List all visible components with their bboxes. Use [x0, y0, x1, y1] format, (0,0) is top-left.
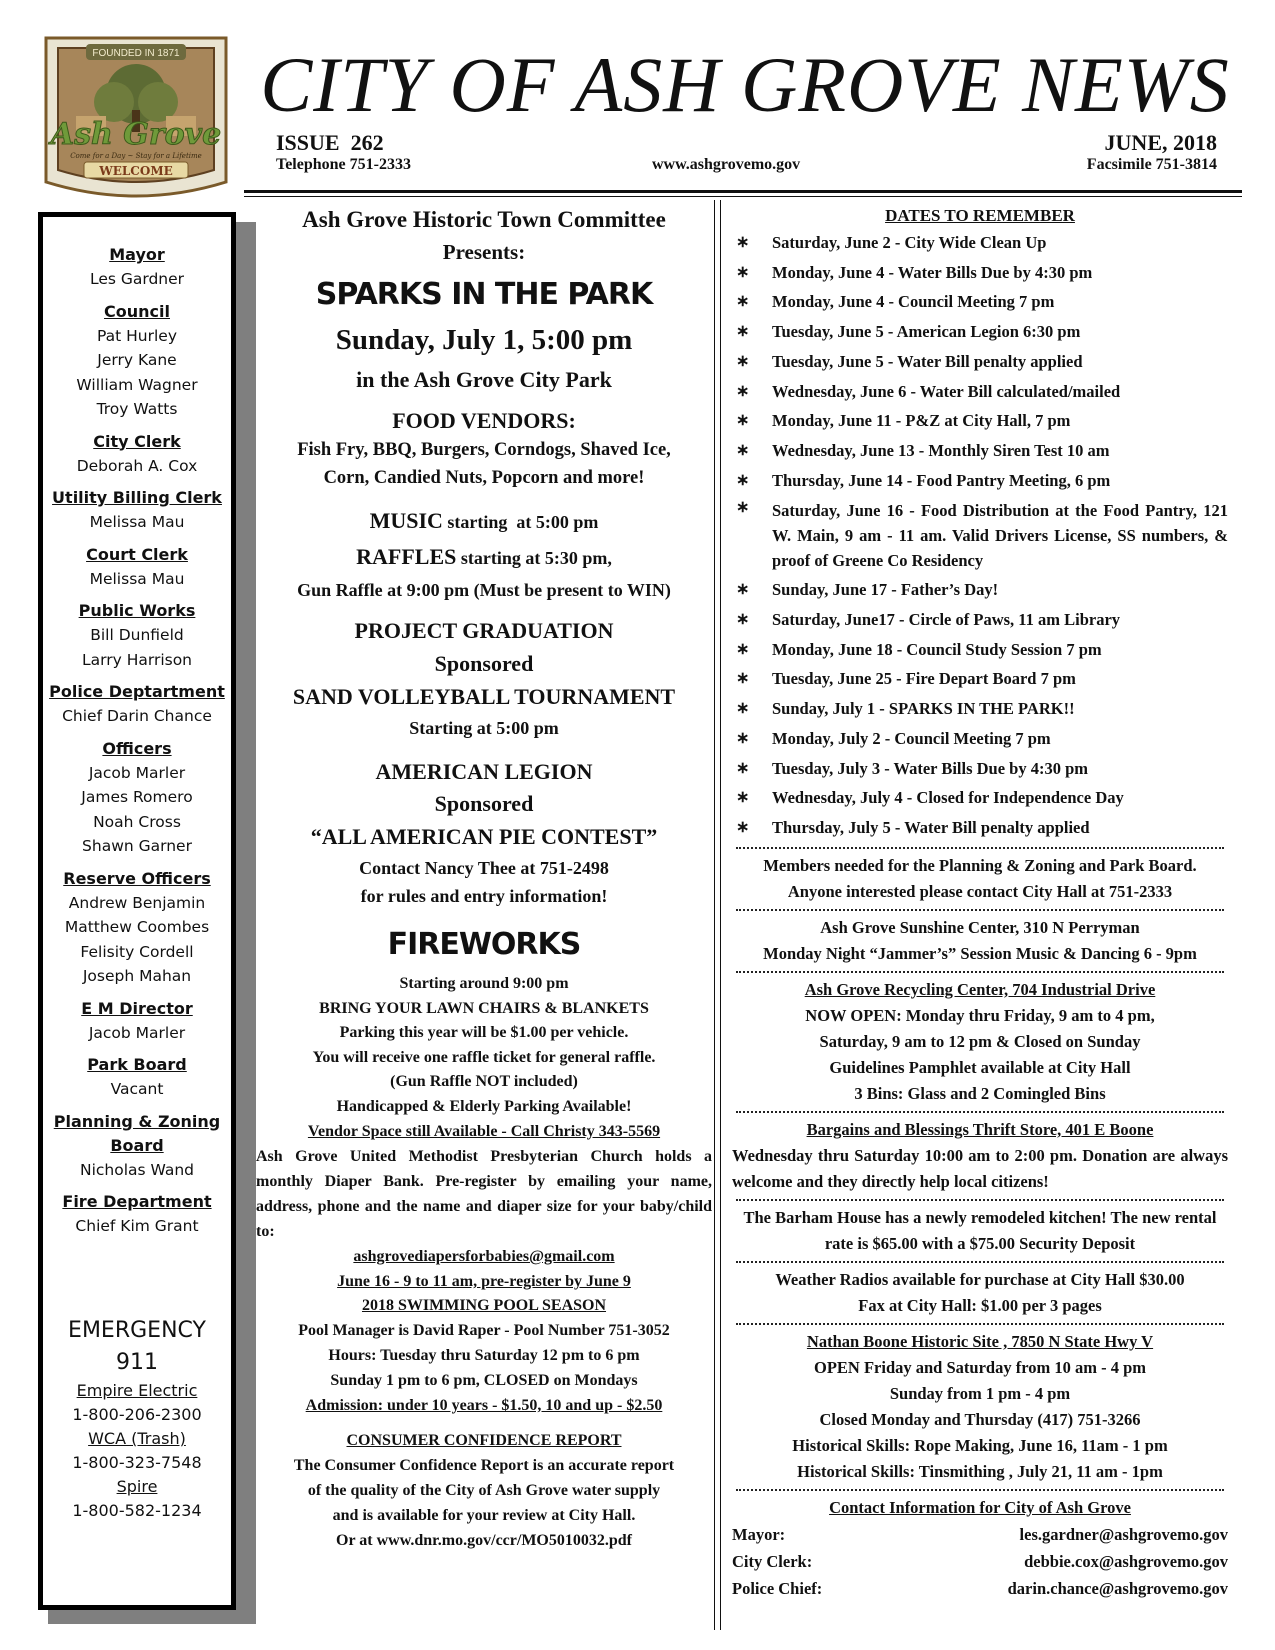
food-line: Corn, Candied Nuts, Popcorn and more! [323, 468, 645, 488]
boone-line: Closed Monday and Thursday (417) 751-3266 [819, 1409, 1141, 1429]
diaper-bank-text: Ash Grove United Methodist Presbyterian Church holds a monthly Diaper Bank. Pre-register by emailing your name, address, phone and the name and diaper size for your baby/child to: [256, 1148, 712, 1240]
official-title: E M Director [81, 998, 193, 1018]
date-text: Sunday, July 1 - SPARKS IN THE PARK!! [772, 699, 1075, 719]
official-name: Nicholas Wand [79, 1160, 195, 1179]
official-group [43, 300, 231, 422]
contact-role: Mayor: [732, 1524, 786, 1544]
volleyball-title: SAND VOLLEYBALL TOURNAMENT [292, 684, 676, 709]
fireworks-line: Starting around 9:00 pm [399, 975, 569, 992]
utility-phone: 1-800-582-1234 [72, 1501, 202, 1520]
official-name: Felisity Cordell [80, 942, 194, 961]
bullet-icon: ∗ [736, 789, 750, 807]
date-item [732, 754, 1228, 784]
official-name: Melissa Mau [89, 513, 185, 531]
pool-line: Sunday 1 pm to 6 pm, CLOSED on Mondays [330, 1372, 638, 1389]
official-group [43, 599, 231, 672]
emergency-label: EMERGENCY [68, 1318, 206, 1343]
date-item [732, 287, 1228, 317]
thrift-text: Wednesday thru Saturday 10:00 am to 2:00 pm. Donation are always welcome and they directly help local citizens! [732, 1145, 1228, 1191]
utility-name: Spire [116, 1477, 158, 1496]
bullet-icon: ∗ [736, 581, 750, 599]
recycling-line: NOW OPEN: Monday thru Friday, 9 am to 4 pm, [805, 1005, 1155, 1025]
middle-column [256, 204, 712, 1553]
recycling-line: Guidelines Pamphlet available at City Hall [829, 1057, 1131, 1077]
date-text: Wednesday, June 13 - Monthly Siren Test 10 am [772, 440, 1110, 460]
official-name: Bill Dunfield [90, 626, 184, 644]
official-title: Park Board [87, 1055, 187, 1074]
dates-list [732, 228, 1228, 843]
ccr-line: Or at www.dnr.mo.gov/ccr/MO5010032.pdf [336, 1532, 632, 1549]
official-name: Matthew Coombes [64, 918, 210, 936]
official-name: Les Gardner [89, 270, 185, 288]
pie-contest-title: “ALL AMERICAN PIE CONTEST” [310, 824, 658, 849]
fireworks-line: Parking this year will be $1.00 per vehicle. [339, 1024, 629, 1041]
fireworks-details [256, 972, 712, 1119]
date-item [732, 664, 1228, 694]
sunshine-center: Ash Grove Sunshine Center, 310 N Perryman [820, 917, 1140, 937]
date-text: Wednesday, July 4 - Closed for Independence Day [772, 788, 1124, 808]
bullet-icon: ∗ [736, 818, 750, 836]
issue-date: JUNE, 2018 [1104, 130, 1217, 155]
recycling-line: 3 Bins: Glass and 2 Comingled Bins [854, 1083, 1106, 1103]
dotted-separator [736, 1261, 1224, 1263]
bullet-icon: ∗ [736, 352, 750, 370]
official-group [43, 680, 231, 729]
bullet-icon: ∗ [736, 382, 750, 400]
date-text: Monday, June 4 - Water Bills Due by 4:30 pm [772, 262, 1093, 282]
utility-contacts [43, 1379, 231, 1523]
official-group [43, 1190, 231, 1239]
official-title: Court Clerk [86, 544, 188, 564]
official-name: Jacob Marler [88, 763, 186, 782]
sunshine-session: Monday Night “Jammer’s” Session Music & Dancing 6 - 9pm [763, 943, 1197, 963]
pool-title: 2018 SWIMMING POOL SEASON [361, 1297, 607, 1314]
date-item [732, 347, 1228, 377]
date-text: Saturday, June17 - Circle of Paws, 11 am Library [772, 610, 1121, 630]
official-title: Planning & Zoning Board [53, 1111, 221, 1155]
official-name: Shawn Garner [82, 837, 192, 855]
dotted-separator [736, 1323, 1224, 1325]
barham-house: The Barham House has a newly remodeled kitchen! The new rental rate is $65.00 with a $75.00 Security Deposit [743, 1207, 1217, 1253]
issue-number: ISSUE 262 [276, 130, 384, 155]
event-title: SPARKS IN THE PARK [315, 277, 653, 312]
date-item [732, 406, 1228, 436]
bullet-icon: ∗ [736, 234, 750, 251]
bullet-icon: ∗ [736, 670, 750, 688]
column-divider [720, 200, 721, 1630]
date-item [732, 495, 1228, 575]
official-group [43, 543, 231, 592]
bullet-icon: ∗ [736, 471, 750, 489]
weather-radios: Weather Radios available for purchase at City Hall $30.00 [775, 1269, 1185, 1289]
right-column [732, 204, 1228, 1602]
date-item [732, 783, 1228, 813]
official-name: Pat Hurley [96, 326, 178, 345]
official-name: Larry Harrison [81, 650, 193, 669]
dotted-separator [736, 1489, 1224, 1491]
official-name: Jacob Marler [88, 1023, 186, 1042]
date-item [732, 377, 1228, 407]
date-text: Monday, July 2 - Council Meeting 7 pm [772, 728, 1051, 748]
official-group [43, 430, 231, 479]
contact-row [732, 1575, 1228, 1602]
bullet-icon: ∗ [736, 499, 750, 517]
volleyball-time: Starting at 5:00 pm [409, 718, 559, 738]
fireworks-line: Handicapped & Elderly Parking Available! [336, 1097, 632, 1115]
telephone: Telephone 751-2333 [276, 156, 411, 173]
official-title: Utility Billing Clerk [52, 488, 222, 507]
music-line [256, 504, 712, 541]
members-needed: Members needed for the Planning & Zoning and Park Board. [763, 855, 1197, 875]
fax-price: Fax at City Hall: $1.00 per 3 pages [858, 1295, 1102, 1315]
event-location: in the Ash Grove City Park [356, 367, 612, 392]
contact-row [732, 1548, 1228, 1575]
website-link[interactable]: www.ashgrovemo.gov [652, 156, 801, 173]
fireworks-line: You will receive one raffle ticket for general raffle. [312, 1048, 656, 1066]
official-name: Noah Cross [93, 812, 181, 831]
official-group [43, 997, 231, 1046]
date-item [732, 575, 1228, 605]
gun-raffle: Gun Raffle at 9:00 pm (Must be present to WIN) [297, 580, 671, 600]
pool-admission: Admission: under 10 years - $1.50, 10 and up - $2.50 [305, 1397, 663, 1414]
bullet-icon: ∗ [736, 323, 750, 341]
sponsored-label: Sponsored [434, 791, 534, 816]
utility-name: Empire Electric [76, 1381, 198, 1400]
project-graduation: PROJECT GRADUATION [354, 618, 614, 643]
recycling-title: Ash Grove Recycling Center, 704 Industrial Drive [804, 979, 1156, 999]
pool-line: Pool Manager is David Raper - Pool Number 751-3052 [298, 1322, 670, 1339]
emergency-box [43, 1315, 231, 1523]
bullet-icon: ∗ [736, 293, 750, 311]
recycling-details [732, 1003, 1228, 1107]
header-rule-thin [244, 196, 1242, 197]
date-item [732, 605, 1228, 635]
official-name: Joseph Mahan [82, 967, 192, 985]
official-group [43, 1110, 231, 1183]
ccr-details [256, 1453, 712, 1553]
pool-line: Hours: Tuesday thru Saturday 12 pm to 6 pm [328, 1347, 640, 1364]
pool-details [256, 1318, 712, 1393]
pie-contact: Contact Nancy Thee at 751-2498 [359, 858, 609, 878]
date-item [732, 466, 1228, 496]
official-title: Reserve Officers [63, 868, 211, 888]
vendor-space: Vendor Space still Available - Call Christy 343-5569 [307, 1123, 661, 1140]
event-date: Sunday, July 1, 5:00 pm [335, 324, 633, 356]
date-text: Monday, June 11 - P&Z at City Hall, 7 pm [772, 411, 1071, 431]
raffles-line [256, 541, 712, 576]
ccr-line: The Consumer Confidence Report is an accurate report [293, 1457, 675, 1474]
header-rule [244, 190, 1242, 193]
ccr-title: CONSUMER CONFIDENCE REPORT [346, 1432, 622, 1449]
dotted-separator [736, 847, 1224, 849]
dotted-separator [736, 971, 1224, 973]
contact-list [732, 1521, 1228, 1602]
boone-line: Historical Skills: Tinsmithing , July 21, 11 am - 1pm [797, 1461, 1163, 1481]
official-title: Mayor [109, 245, 165, 264]
boone-line: OPEN Friday and Saturday from 10 am - 4 pm [814, 1357, 1146, 1377]
utility-phone: 1-800-206-2300 [72, 1405, 202, 1424]
date-item [732, 228, 1228, 258]
date-text: Thursday, June 14 - Food Pantry Meeting, 6 pm [772, 470, 1111, 490]
facsimile: Facsimile 751-3814 [1086, 156, 1217, 173]
official-title: Fire Department [62, 1192, 212, 1211]
official-name: Jerry Kane [97, 351, 177, 369]
fireworks-title: FIREWORKS [387, 927, 581, 962]
date-item [732, 813, 1228, 843]
bullet-icon: ∗ [736, 759, 750, 777]
raffles-time: starting at 5:30 pm, [456, 548, 612, 568]
recycling-line: Saturday, 9 am to 12 pm & Closed on Sunday [819, 1031, 1141, 1051]
officials-sidebar [38, 212, 236, 1610]
bullet-icon: ∗ [736, 441, 750, 459]
date-text: Saturday, June 2 - City Wide Clean Up [772, 233, 1047, 252]
emergency-number: 911 [116, 1350, 158, 1375]
ccr-line: and is available for your review at City Hall. [332, 1507, 636, 1524]
contact-row [732, 1521, 1228, 1548]
official-title: City Clerk [93, 431, 181, 451]
utility-name: WCA (Trash) [88, 1429, 186, 1448]
official-name: Deborah A. Cox [76, 456, 198, 475]
official-name: William Wagner [76, 375, 198, 394]
official-title: Public Works [78, 601, 196, 620]
logo-banner-text: FOUNDED IN 1871 [92, 48, 180, 59]
newsletter-title: CITY OF ASH GROVE NEWS [260, 41, 1230, 128]
official-name: Andrew Benjamin [68, 893, 206, 912]
legion-title: AMERICAN LEGION [375, 759, 593, 784]
contact-role: City Clerk: [732, 1551, 813, 1571]
column-divider [714, 200, 715, 1630]
music-time: starting at 5:00 pm [442, 512, 599, 532]
date-text: Saturday, June 16 - Food Distribution at the Food Pantry, 121 W. Main, 9 am - 11 am. Valid Drivers License, SS numbers, & proof of Greene Co Residency [772, 501, 1228, 571]
bullet-icon: ∗ [736, 729, 750, 747]
boone-line: Sunday from 1 pm - 4 pm [889, 1383, 1071, 1403]
dotted-separator [736, 909, 1224, 911]
ccr-line: of the quality of the City of Ash Grove water supply [307, 1482, 661, 1499]
pie-rules: for rules and entry information! [360, 886, 608, 906]
bullet-icon: ∗ [736, 263, 750, 281]
contact-title: Contact Information for City of Ash Grove [829, 1497, 1131, 1517]
fireworks-line: (Gun Raffle NOT included) [390, 1073, 578, 1090]
date-text: Thursday, July 5 - Water Bill penalty applied [772, 817, 1090, 837]
official-name: James Romero [81, 788, 193, 806]
diaper-email[interactable]: ashgrovediapersforbabies@gmail.com [353, 1248, 615, 1265]
officials-list [43, 243, 231, 1247]
date-item [732, 317, 1228, 347]
official-title: Council [104, 301, 170, 321]
logo-name: Ash Grove [50, 117, 222, 152]
bullet-icon: ∗ [736, 412, 750, 430]
food-line: Fish Fry, BBQ, Burgers, Corndogs, Shaved Ice, [297, 440, 671, 460]
date-text: Wednesday, June 6 - Water Bill calculated/mailed [772, 381, 1121, 401]
members-contact: Anyone interested please contact City Hall at 751-2333 [787, 881, 1173, 901]
boone-title: Nathan Boone Historic Site , 7850 N State Hwy V [806, 1331, 1154, 1351]
date-item [732, 258, 1228, 288]
raffles-label: RAFFLES [356, 544, 457, 569]
date-text: Sunday, June 17 - Father’s Day! [772, 580, 999, 600]
date-text: Tuesday, June 25 - Fire Depart Board 7 pm [772, 669, 1076, 689]
bullet-icon: ∗ [736, 611, 750, 629]
dates-title: DATES TO REMEMBER [885, 206, 1075, 225]
music-label: MUSIC [369, 508, 443, 533]
logo-tagline: Come for a Day ~ Stay for a Lifetime [70, 152, 202, 160]
date-text: Tuesday, June 5 - Water Bill penalty applied [772, 351, 1083, 371]
ash-grove-logo [36, 32, 236, 204]
official-title: Officers [102, 738, 172, 758]
date-text: Monday, June 18 - Council Study Session 7 pm [772, 639, 1102, 659]
official-group [43, 867, 231, 989]
date-item [732, 724, 1228, 754]
official-name: Melissa Mau [89, 569, 185, 588]
date-item [732, 694, 1228, 724]
official-name: Chief Darin Chance [62, 707, 212, 725]
contact-email[interactable]: darin.chance@ashgrovemo.gov [1007, 1578, 1228, 1598]
date-text: Monday, June 4 - Council Meeting 7 pm [772, 292, 1055, 312]
boone-line: Historical Skills: Rope Making, June 16, 11am - 1 pm [792, 1435, 1168, 1455]
official-group [43, 243, 231, 292]
logo-welcome: WELCOME [99, 164, 173, 178]
contact-email[interactable]: debbie.cox@ashgrovemo.gov [1024, 1551, 1228, 1571]
bullet-icon: ∗ [736, 640, 750, 658]
fireworks-line: BRING YOUR LAWN CHAIRS & BLANKETS [319, 999, 649, 1017]
diaper-dates: June 16 - 9 to 11 am, pre-register by June 9 [337, 1273, 631, 1290]
official-name: Chief Kim Grant [75, 1217, 199, 1235]
bullet-icon: ∗ [736, 700, 750, 718]
official-title: Police Deptartment [49, 682, 225, 701]
official-name: Vacant [110, 1080, 164, 1098]
presents-text: Presents: [442, 240, 526, 264]
sponsored-label: Sponsored [434, 651, 534, 676]
date-item [732, 436, 1228, 466]
utility-phone: 1-800-323-7548 [72, 1453, 202, 1472]
date-text: Tuesday, June 5 - American Legion 6:30 pm [772, 322, 1081, 342]
boone-details [732, 1355, 1228, 1485]
dotted-separator [736, 1111, 1224, 1113]
date-text: Tuesday, July 3 - Water Bills Due by 4:30 pm [772, 758, 1089, 778]
contact-email[interactable]: les.gardner@ashgrovemo.gov [1019, 1524, 1228, 1544]
official-group [43, 486, 231, 535]
committee-name: Ash Grove Historic Town Committee [302, 207, 666, 232]
official-group [43, 1053, 231, 1102]
official-name: Troy Watts [96, 400, 178, 418]
dotted-separator [736, 1199, 1224, 1201]
official-group [43, 737, 231, 859]
food-vendors-title: FOOD VENDORS: [392, 408, 576, 433]
contact-role: Police Chief: [732, 1578, 823, 1598]
thrift-title: Bargains and Blessings Thrift Store, 401 E Boone [806, 1119, 1154, 1139]
date-item [732, 635, 1228, 665]
